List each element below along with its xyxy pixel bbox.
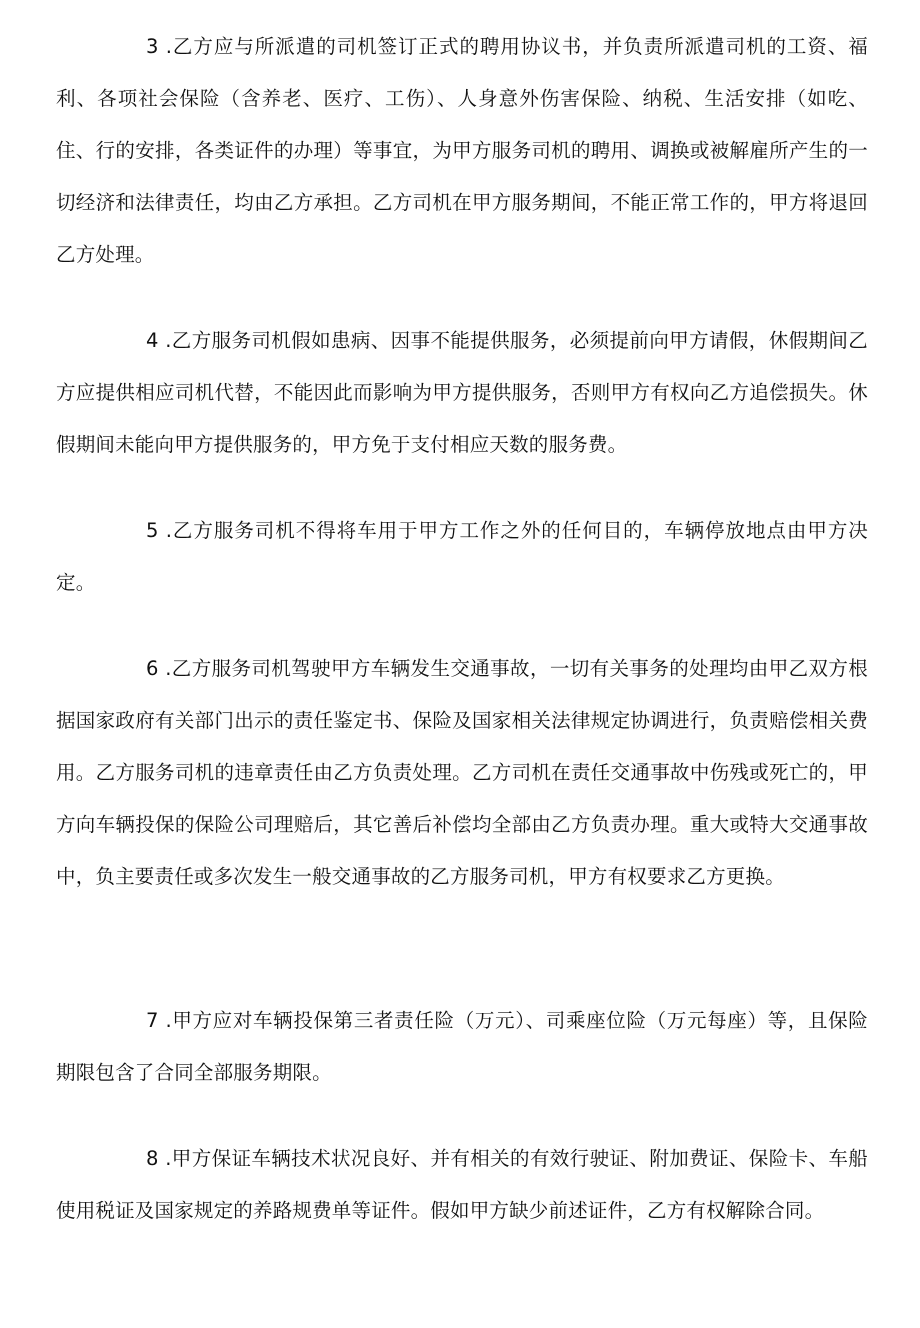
- clause-3: 3 .乙方应与所派遣的司机签订正式的聘用协议书，并负责所派遣司机的工资、福利、各项社会保险（含养老、医疗、工伤）、人身意外伤害保险、纳税、生活安排（如吃、住、行的安排，各类证件的办理）等事宜，为甲方服务司机的聘用、调换或被解雇所产生的一切经济和法律责任，均由乙方承担。乙方司机在甲方服务期间，不能正常工作的，甲方将退回乙方处理。: [56, 35, 868, 266]
- clause-7: 7 .甲方应对车辆投保第三者责任险（万元）、司乘座位险（万元每座）等，且保险期限包含了合同全部服务期限。: [56, 1009, 868, 1084]
- clause-6: 6 .乙方服务司机驾驶甲方车辆发生交通事故，一切有关事务的处理均由甲乙双方根据国家政府有关部门出示的责任鉴定书、保险及国家相关法律规定协调进行，负责赔偿相关费用。乙方服务司机的违章责任由乙方负责处理。乙方司机在责任交通事故中伤残或死亡的，甲方向车辆投保的保险公司理赔后，其它善后补偿均全部由乙方负责办理。重大或特大交通事故中，负主要责任或多次发生一般交通事故的乙方服务司机，甲方有权要求乙方更换。: [56, 657, 868, 888]
- clause-8: 8 .甲方保证车辆技术状况良好、并有相关的有效行驶证、附加费证、保险卡、车船使用税证及国家规定的养路规费单等证件。假如甲方缺少前述证件，乙方有权解除合同。: [56, 1147, 868, 1222]
- clause-4: 4 .乙方服务司机假如患病、因事不能提供服务，必须提前向甲方请假，休假期间乙方应提供相应司机代替，不能因此而影响为甲方提供服务，否则甲方有权向乙方追偿损失。休假期间未能向甲方提供服务的，甲方免于支付相应天数的服务费。: [56, 329, 868, 456]
- clause-5: 5 .乙方服务司机不得将车用于甲方工作之外的任何目的，车辆停放地点由甲方决定。: [56, 519, 868, 594]
